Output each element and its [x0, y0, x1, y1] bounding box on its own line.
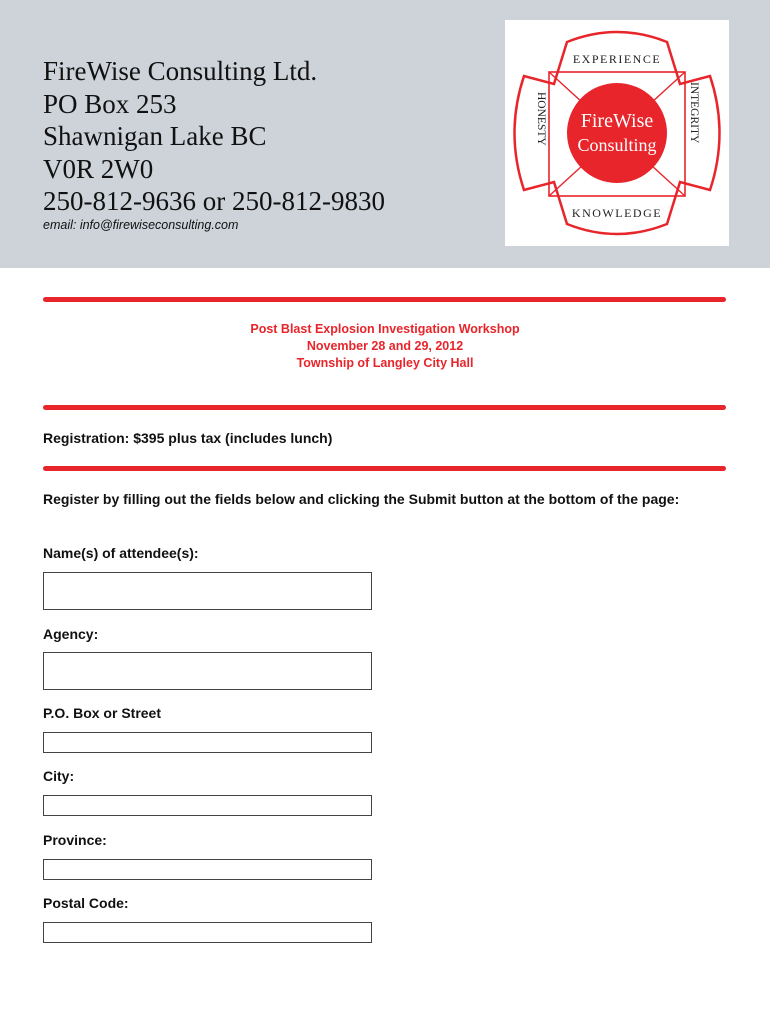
logo-center-line2: Consulting	[577, 135, 657, 155]
logo-top-word: EXPERIENCE	[572, 52, 662, 66]
postal-code-text: V0R 2W0	[43, 153, 154, 184]
phone-numbers: 250-812-9636 or 250-812-9830	[43, 186, 385, 217]
letterhead	[0, 0, 770, 268]
divider-rule	[43, 297, 726, 302]
logo-bottom-word: KNOWLEDGE	[571, 206, 663, 220]
city-province: Shawnigan Lake BC	[43, 121, 267, 152]
event-dates: November 28 and 29, 2012	[306, 339, 464, 353]
street-input[interactable]	[43, 732, 372, 753]
street-label: P.O. Box or Street	[43, 705, 162, 721]
postal-code-input[interactable]	[43, 922, 372, 943]
province-label: Province:	[43, 832, 107, 848]
registration-fee: Registration: $395 plus tax (includes lunch)	[43, 430, 333, 446]
event-location: Township of Langley City Hall	[296, 356, 474, 370]
po-box: PO Box 253	[43, 88, 177, 119]
form-instructions: Register by filling out the fields below and clicking the Submit button at the bottom of the page:	[43, 491, 680, 507]
logo-center-line1: FireWise	[580, 110, 654, 132]
logo-left-word: HONESTY	[535, 92, 547, 146]
city-input[interactable]	[43, 795, 372, 816]
agency-input[interactable]	[43, 652, 372, 690]
agency-label: Agency:	[43, 626, 99, 642]
firewise-logo	[505, 20, 729, 246]
logo-right-word: INTEGRITY	[688, 82, 700, 144]
province-input[interactable]	[43, 859, 372, 880]
attendee-names-input[interactable]	[43, 572, 372, 610]
company-address	[43, 55, 385, 218]
logo-center-circle	[567, 83, 667, 183]
attendee-names-label: Name(s) of attendee(s):	[43, 545, 199, 561]
postal-code-label: Postal Code:	[43, 895, 129, 911]
event-title: Post Blast Explosion Investigation Workshop	[250, 322, 520, 336]
contact-email: email: info@firewiseconsulting.com	[43, 218, 239, 232]
divider-rule	[43, 466, 726, 471]
city-label: City:	[43, 768, 75, 784]
company-name: FireWise Consulting Ltd.	[43, 56, 318, 86]
divider-rule	[43, 405, 726, 410]
